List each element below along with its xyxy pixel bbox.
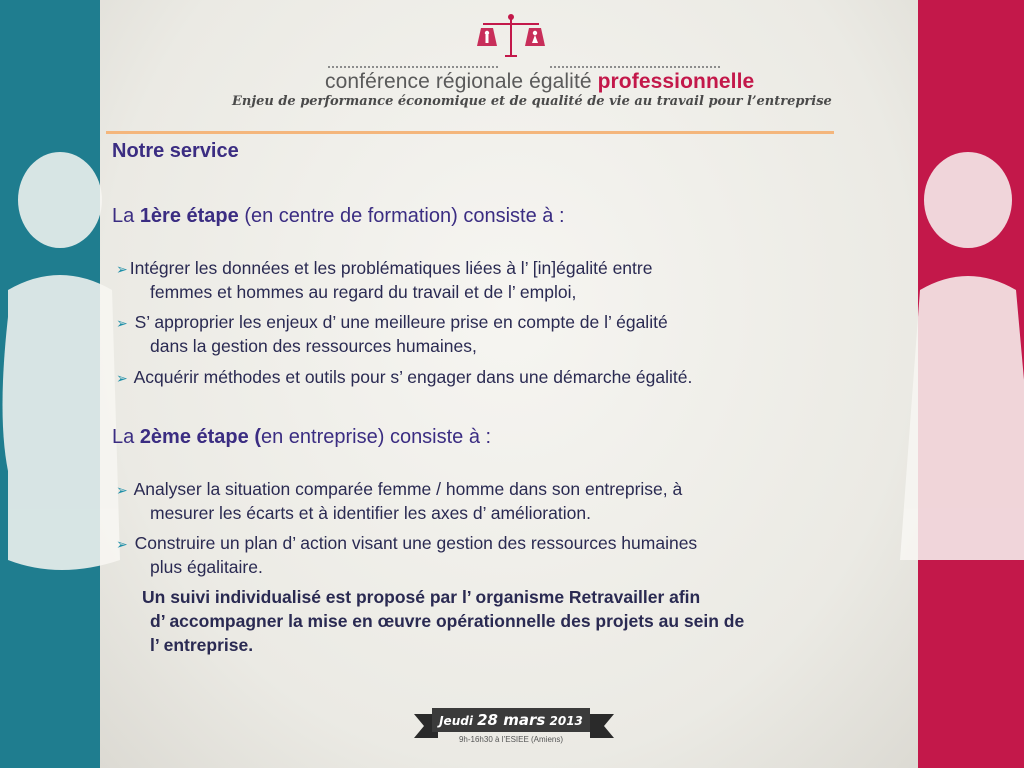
followup-line-1: Un suivi individualisé est proposé par l’ organisme Retravailler afin bbox=[142, 587, 701, 607]
step2-heading: La 2ème étape (en entreprise) consiste à : bbox=[112, 426, 492, 448]
step1-item-3: ➢ Acquérir méthodes et outils pour s’ engager dans une démarche égalité. bbox=[116, 367, 693, 387]
event-date-ribbon bbox=[414, 706, 608, 746]
event-details: 9h-16h30 à l’ESIEE (Amiens) bbox=[458, 735, 564, 744]
step2-item-1: ➢ Analyser la situation comparée femme / homme dans son entreprise, à bbox=[116, 479, 683, 499]
arrow-bullet-icon: ➢ bbox=[116, 315, 128, 331]
section-title: Notre service bbox=[112, 140, 239, 162]
step2-item-2: ➢ Construire un plan d’ action visant une gestion des ressources humaines bbox=[116, 533, 698, 553]
step1-item-1-cont: femmes et hommes au regard du travail et de l’ emploi, bbox=[150, 282, 577, 302]
conference-title: conférence régionale égalité professionnelle bbox=[325, 70, 755, 93]
step1-item-2: ➢ S’ approprier les enjeux d’ une meilleure prise en compte de l’ égalité bbox=[116, 312, 668, 332]
step1-item-2-cont: dans la gestion des ressources humaines, bbox=[150, 336, 477, 356]
step2-item-2-cont: plus égalitaire. bbox=[150, 557, 263, 577]
arrow-bullet-icon: ➢ bbox=[116, 261, 128, 277]
arrow-bullet-icon: ➢ bbox=[116, 482, 128, 498]
arrow-bullet-icon: ➢ bbox=[116, 536, 128, 552]
step1-item-1: ➢ Intégrer les données et les problématiques liées à l’ [in]égalité entre bbox=[116, 258, 653, 278]
step1-heading: La 1ère étape (en centre de formation) consiste à : bbox=[112, 205, 565, 227]
arrow-bullet-icon: ➢ bbox=[116, 370, 128, 386]
step2-item-1-cont: mesurer les écarts et à identifier les axes d’ amélioration. bbox=[150, 503, 591, 523]
conference-subtitle: Enjeu de performance économique et de qualité de vie au travail pour l’entreprise bbox=[232, 94, 832, 109]
event-date: Jeudi 28 mars 2013 bbox=[432, 708, 590, 732]
followup-line-3: l’ entreprise. bbox=[150, 635, 254, 655]
followup-line-2: d’ accompagner la mise en œuvre opérationnelle des projets au sein de bbox=[150, 611, 745, 631]
